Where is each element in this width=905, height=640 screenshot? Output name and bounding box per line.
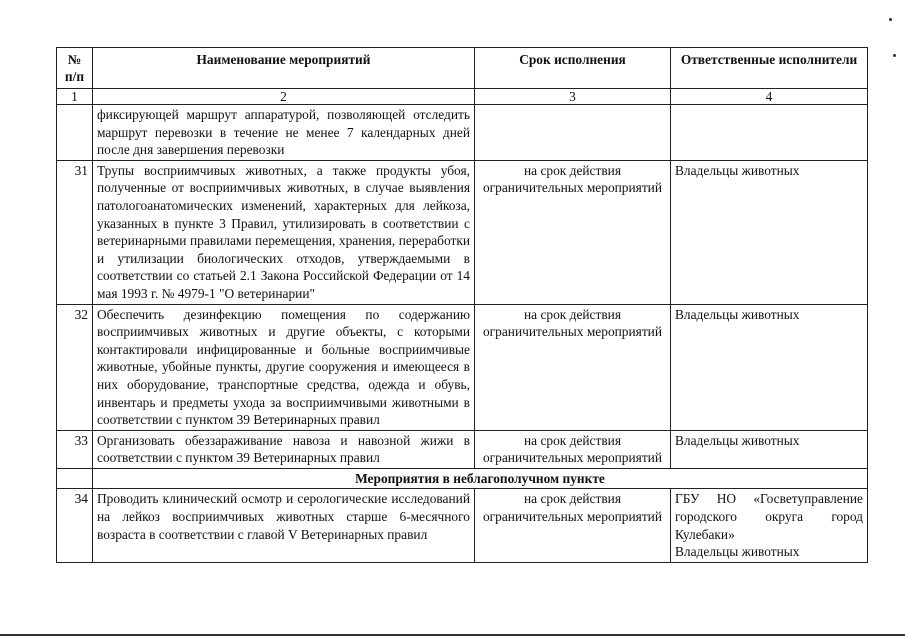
table-row [57,105,868,161]
column-index: 4 [671,89,868,105]
row-responsible: Владельцы животных [671,304,868,430]
row-term [475,105,671,161]
row-measure: Проводить клинический осмотр и серологические исследований на лейкоз восприимчивых животных старше 6-месячного возраста в соответствии с главой V Ветеринарных правил [93,489,475,562]
section-title: Мероприятия в неблагополучном пункте [93,468,868,489]
header-term: Срок исполнения [475,48,671,89]
row-responsible: Владельцы животных [671,160,868,304]
row-measure: Трупы восприимчивых животных, а также продукты убоя, полученные от восприимчивых животных, в случае выявления патологоанатомических изменений, характерных для лейкоза, указанных в пункте 3 Правил, утилизировать в соответствии с ветеринарными правилами перемещения, хранения, переработки и утилизации биологических отходов, утверждаемыми в соответствии со статьей 2.1 Закона Российской Федерации от 14 мая 1993 г. № 4979-1 "О ветеринарии" [93,160,475,304]
row-measure: фиксирующей маршрут аппаратурой, позволяющей отследить маршрут перевозки в течение не менее 7 календарных дней после дня завершения перевозки [93,105,475,161]
scan-speck [889,18,892,21]
table-row [57,304,868,430]
row-responsible [671,105,868,161]
measures-table [56,47,868,563]
row-number: 33 [57,430,93,468]
row-responsible [671,489,868,562]
page-bottom-rule [0,634,905,636]
responsible-owners: Владельцы животных [675,544,800,560]
row-number [57,105,93,161]
section-row [57,468,868,489]
row-term: на срок действия ограничительных мероприятий [475,160,671,304]
row-term: на срок действия ограничительных мероприятий [475,489,671,562]
row-term: на срок действия ограничительных мероприятий [475,430,671,468]
section-number-cell [57,468,93,489]
row-measure: Обеспечить дезинфекцию помещения по содержанию восприимчивых животных и другие объекты, с которыми контактировали инфицированные и больные восприимчивые животные, убойные пункты, другие сооружения и имеющееся в них оборудование, транспортные средства, одежда и обувь, инвентарь и предметы ухода за восприимчивыми животными в соответствии с пунктом 39 Ветеринарных правил [93,304,475,430]
table-header-row [57,48,868,89]
row-number: 31 [57,160,93,304]
table-row [57,430,868,468]
responsible-agency: ГБУ НО «Госветуправление городского округа город Кулебаки» [675,491,863,542]
row-responsible: Владельцы животных [671,430,868,468]
column-index-row [57,89,868,105]
column-index: 2 [93,89,475,105]
row-number: 34 [57,489,93,562]
table-row [57,489,868,562]
header-responsible: Ответственные исполнители [671,48,868,89]
header-number: № п/п [57,48,93,89]
column-index: 1 [57,89,93,105]
row-measure: Организовать обеззараживание навоза и навозной жижи в соответствии с пунктом 39 Ветеринарных правил [93,430,475,468]
column-index: 3 [475,89,671,105]
header-measure-name: Наименование мероприятий [93,48,475,89]
table-row [57,160,868,304]
scan-speck [893,54,896,57]
row-number: 32 [57,304,93,430]
row-term: на срок действия ограничительных мероприятий [475,304,671,430]
